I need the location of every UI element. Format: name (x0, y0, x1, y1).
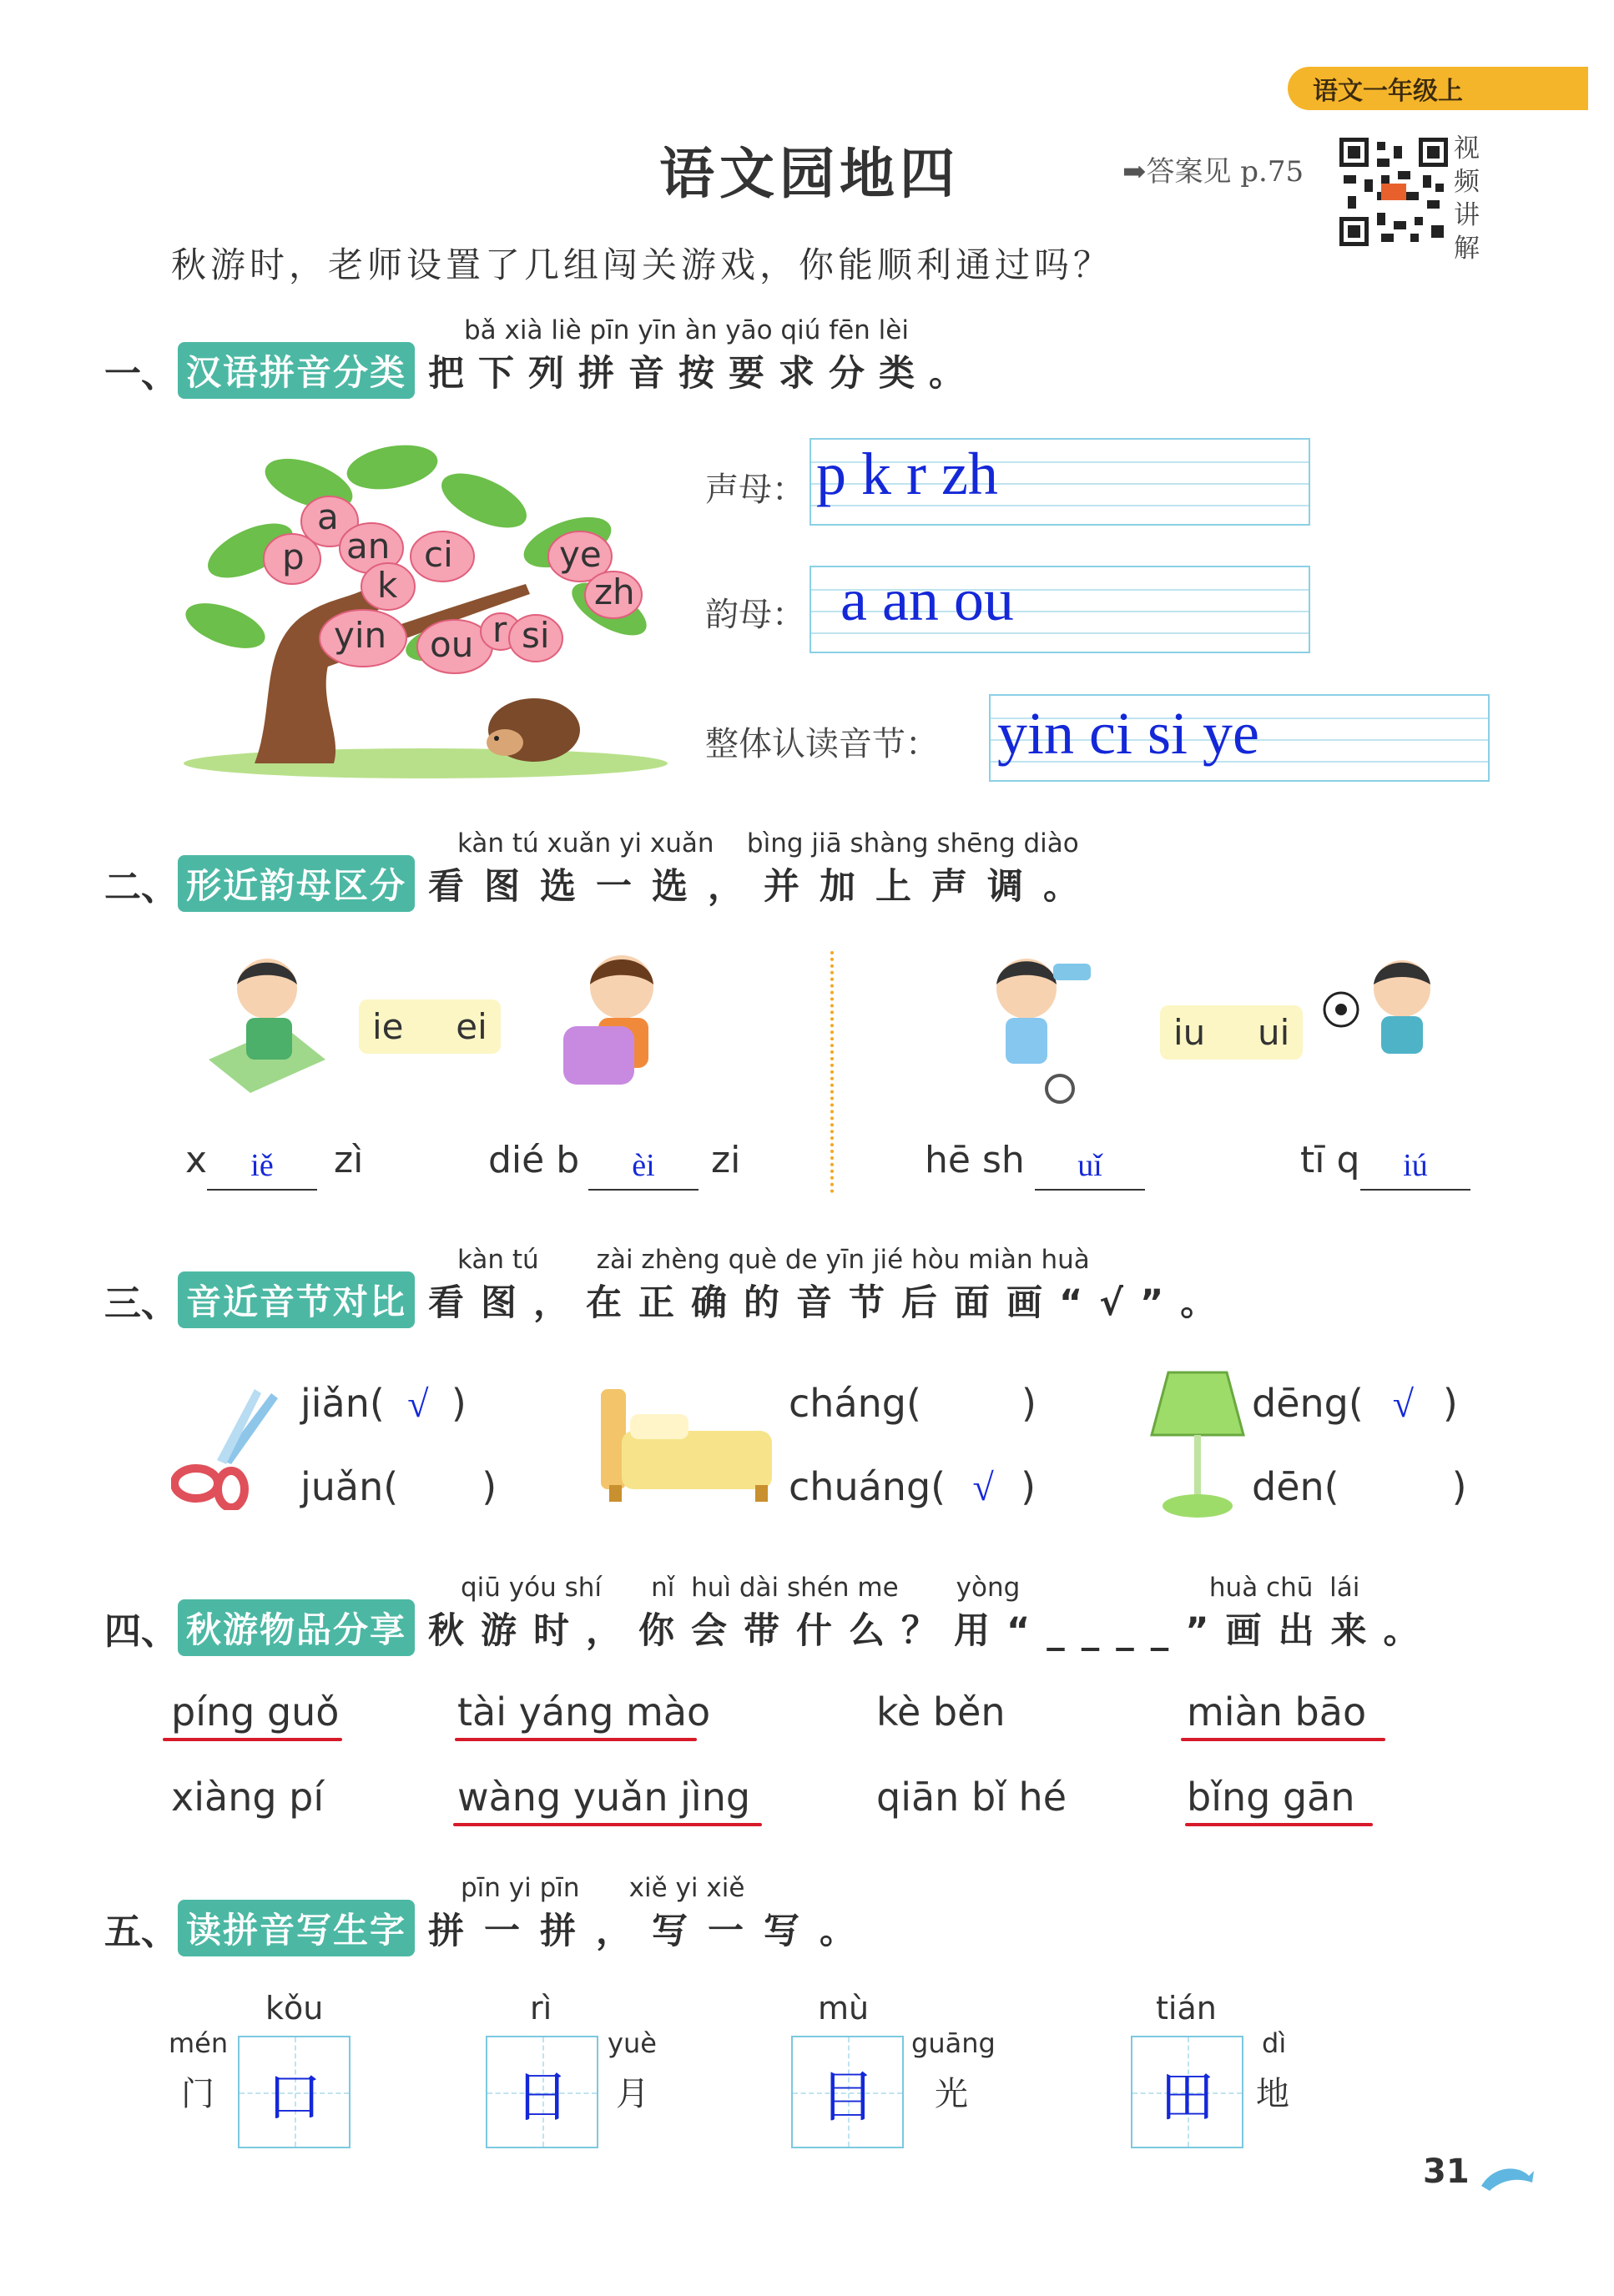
word-diebeizi-blank[interactable] (588, 1147, 699, 1191)
choice-box-ie-ei (359, 999, 501, 1054)
option-chuang[interactable] (789, 1464, 1036, 1509)
tree-syllable: si (522, 615, 550, 656)
tian-answer: 田 (1159, 2065, 1215, 2129)
tree-syllable: ci (424, 534, 453, 575)
initials-answer: p k r zh (816, 441, 998, 507)
section1-instruction: 把下列拼音按要求分类。 (428, 352, 980, 395)
section4-pinyin: qiū yóu shí nǐ huì dài shén me yòng huà chū lái (461, 1573, 1360, 1603)
item-taiyangmao[interactable]: tài yáng mào (457, 1689, 711, 1735)
whole-syllables-answer: yin ci si ye (997, 700, 1259, 767)
section4-instruction: 秋游时，你会带什么？用“____”画出来。 (428, 1609, 1436, 1652)
option-jian-close: ) (451, 1381, 467, 1426)
page-number: 31 (1423, 2152, 1470, 2191)
qr-caption (1454, 132, 1484, 265)
underline-pingguo (163, 1738, 342, 1741)
option-chang[interactable] (789, 1381, 1036, 1426)
guang-pinyin: guāng (911, 2027, 996, 2059)
section5-instruction: 拼一拼，写一写。 (428, 1910, 876, 1952)
section1-tag: 汉语拼音分类 (178, 342, 415, 399)
word-heshui-prefix: hē sh (925, 1139, 1025, 1181)
guang-char: 光 (935, 2075, 968, 2113)
initials-label: 声母： (705, 471, 805, 509)
qr-code-icon[interactable] (1339, 138, 1448, 246)
option-den-close: ) (1451, 1464, 1467, 1509)
section5-header (104, 1900, 875, 1956)
boy-kicking-ball-illustration (1323, 951, 1465, 1085)
word-xiezi-blank[interactable] (207, 1147, 317, 1191)
section3-number: 三、 (104, 1282, 178, 1325)
qr-caption-char: 解 (1454, 234, 1480, 264)
finals-label: 韵母： (705, 596, 805, 634)
section2-tag: 形近韵母区分 (178, 855, 415, 912)
dolphin-icon (1477, 2161, 1536, 2194)
tree-syllable: ye (559, 534, 602, 575)
option-jian[interactable] (300, 1381, 467, 1426)
choice-ui: ui (1258, 1012, 1290, 1053)
option-jian-mark: √ (407, 1382, 429, 1425)
qr-caption-char: 视 (1454, 133, 1480, 164)
option-chang-close: ) (1021, 1381, 1036, 1426)
item-keben[interactable]: kè běn (876, 1689, 1006, 1735)
word-heshui-answer: uǐ (1077, 1148, 1102, 1183)
section3-instruction: 看图，在正确的音节后面画“√”。 (428, 1281, 1233, 1324)
boy-drinking-illustration (976, 947, 1102, 1105)
whole-syllables-label: 整体认读音节： (705, 725, 939, 763)
option-den[interactable] (1252, 1464, 1467, 1509)
kou-pinyin: kǒu (265, 1990, 324, 2027)
lamp-illustration (1147, 1368, 1248, 1523)
section3-header (104, 1271, 1233, 1328)
underline-taiyangmao (455, 1738, 697, 1741)
kou-write-box[interactable] (238, 2036, 351, 2148)
ri-answer: 日 (514, 2065, 570, 2129)
mu-answer: 目 (820, 2065, 875, 2129)
section4-tag: 秋游物品分享 (178, 1599, 415, 1656)
finals-answer-box[interactable] (810, 566, 1310, 653)
word-tiqiu-answer: iú (1403, 1148, 1428, 1183)
qr-caption-char: 讲 (1454, 200, 1480, 230)
option-juan[interactable] (300, 1464, 497, 1509)
option-juan-close: ) (482, 1464, 497, 1509)
whole-syllables-answer-box[interactable] (989, 694, 1490, 782)
intro-text: 秋游时，老师设置了几组闯关游戏，你能顺利通过吗？ (171, 244, 1113, 285)
ri-write-box[interactable] (486, 2036, 598, 2148)
choice-box-iu-ui (1160, 1005, 1303, 1060)
word-diebeizi-suffix: zi (711, 1139, 741, 1181)
section1-number: 一、 (104, 353, 178, 395)
yue-char: 月 (616, 2075, 649, 2113)
bed-illustration (597, 1381, 780, 1506)
option-deng[interactable] (1252, 1381, 1458, 1426)
section4-number: 四、 (104, 1610, 178, 1653)
choice-ei: ei (456, 1006, 487, 1047)
tree-syllable: p (282, 536, 305, 577)
section2-number: 二、 (104, 866, 178, 909)
word-xiezi-answer: iě (250, 1148, 274, 1183)
option-juan-text: juǎn( (300, 1464, 399, 1509)
word-tiqiu-blank[interactable] (1360, 1147, 1470, 1191)
option-den-text: dēn( (1252, 1464, 1339, 1509)
initials-answer-box[interactable] (810, 438, 1310, 526)
item-binggan[interactable]: bǐng gān (1187, 1775, 1355, 1820)
kou-answer: 口 (266, 2065, 322, 2129)
mu-write-box[interactable] (791, 2036, 904, 2148)
section2-instruction: 看图选一选，并加上声调。 (428, 865, 1100, 908)
option-deng-mark: √ (1392, 1382, 1414, 1425)
answer-reference: ➡答案见 p.75 (1122, 155, 1304, 189)
underline-binggan (1185, 1823, 1373, 1826)
finals-answer: a an ou (840, 566, 1014, 633)
word-tiqiu-prefix: tī q (1300, 1139, 1360, 1181)
tree-syllable: r (492, 609, 507, 650)
di-pinyin: dì (1262, 2027, 1287, 2059)
girl-pillow-illustration (547, 947, 697, 1093)
underline-mianbao (1181, 1738, 1385, 1741)
tian-pinyin: tián (1156, 1990, 1217, 2027)
tree-syllable: ou (430, 624, 474, 665)
section2-divider (830, 951, 837, 1193)
section1-pinyin: bǎ xià liè pīn yīn àn yāo qiú fēn lèi (464, 315, 909, 345)
choice-ie: ie (372, 1006, 404, 1047)
tian-write-box[interactable] (1131, 2036, 1243, 2148)
yue-pinyin: yuè (608, 2027, 657, 2059)
page-title: 语文园地四 (659, 142, 960, 206)
option-chuang-close: ) (1021, 1464, 1036, 1509)
di-char: 地 (1256, 2075, 1289, 2113)
mu-pinyin: mù (818, 1990, 870, 2027)
section5-tag: 读拼音写生字 (178, 1900, 415, 1956)
word-xiezi-prefix: x (185, 1139, 208, 1181)
tree-syllable: zh (594, 571, 635, 612)
section1-header (104, 342, 979, 399)
tree-syllable: k (377, 565, 398, 606)
option-deng-close: ) (1442, 1381, 1458, 1426)
word-diebeizi-answer: èi (632, 1148, 655, 1183)
option-jian-text: jiǎn( (300, 1381, 385, 1426)
tree-syllable: an (346, 526, 391, 566)
section2-pinyin: kàn tú xuǎn yi xuǎn bìng jiā shàng shēng diào (457, 828, 1079, 858)
section5-pinyin: pīn yi pīn xiě yi xiě (461, 1873, 745, 1903)
word-diebeizi-prefix: dié b (488, 1139, 580, 1181)
tree-syllable: a (317, 496, 339, 537)
word-xiezi-suffix: zì (334, 1139, 364, 1181)
item-pingguo[interactable]: píng guǒ (171, 1689, 340, 1735)
underline-wangyuanjing (453, 1823, 762, 1826)
item-qianbihe[interactable]: qiān bǐ hé (876, 1775, 1067, 1820)
boy-writing-illustration (200, 951, 334, 1093)
section4-header (104, 1599, 1436, 1656)
ri-pinyin: rì (530, 1990, 552, 2027)
item-mianbao[interactable]: miàn bāo (1187, 1689, 1367, 1735)
tree-syllables (250, 488, 684, 697)
option-chuang-text: chuáng( (789, 1464, 946, 1509)
option-chang-text: cháng( (789, 1381, 921, 1426)
section5-number: 五、 (104, 1911, 178, 1953)
section2-header (104, 855, 1099, 912)
option-deng-text: dēng( (1252, 1381, 1364, 1426)
section3-tag: 音近音节对比 (178, 1271, 415, 1328)
item-wangyuanjing[interactable]: wàng yuǎn jìng (457, 1775, 751, 1820)
option-chuang-mark: √ (972, 1466, 994, 1508)
men-pinyin: mén (169, 2027, 229, 2059)
qr-caption-char: 频 (1454, 167, 1480, 197)
item-xiangpi[interactable]: xiàng pí (171, 1775, 325, 1820)
choice-iu: iu (1173, 1012, 1206, 1053)
word-heshui-blank[interactable] (1035, 1147, 1145, 1191)
section3-pinyin: kàn tú zài zhèng què de yīn jié hòu miàn huà (457, 1245, 1090, 1275)
grade-tab: 语文一年级上 (1288, 67, 1588, 110)
tree-syllable: yin (334, 615, 387, 656)
men-char: 门 (181, 2075, 214, 2113)
scissors-illustration (171, 1385, 280, 1510)
